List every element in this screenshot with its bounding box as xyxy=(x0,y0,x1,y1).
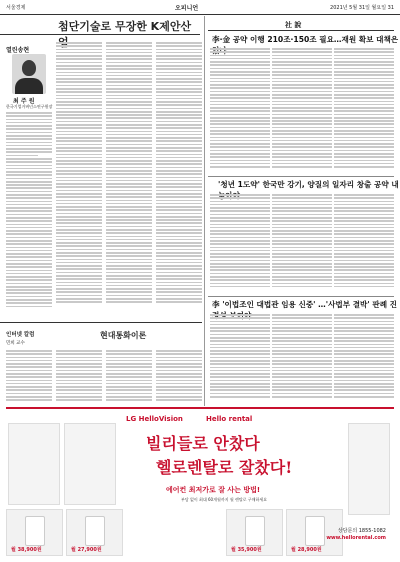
column-text xyxy=(56,42,102,317)
product-card xyxy=(226,509,283,556)
aircon-stand-image xyxy=(348,423,390,515)
section2-author: 민희 교수 xyxy=(6,341,25,346)
aircon-stand-image xyxy=(64,423,116,505)
ad-subhead: 에어컨 최저가로 잘 사는 방법! xyxy=(166,486,261,494)
contact-url: www.hellorental.com xyxy=(326,535,386,541)
author-name: 최 주 원 xyxy=(13,98,35,105)
section2-text xyxy=(106,350,152,404)
advertisement xyxy=(6,407,394,559)
product-card xyxy=(6,509,63,556)
section2-text xyxy=(56,350,102,404)
column-text xyxy=(106,42,152,317)
product-card xyxy=(286,509,343,556)
issue-date: 2021년 5월 31일 월요일 31 xyxy=(330,5,394,11)
section2-text xyxy=(156,350,202,404)
ad-subtext: 부담 없이 최대 60개월까지 월 렌탈로 구매하세요 xyxy=(181,497,268,502)
aircon-icon xyxy=(245,516,265,546)
aircon-icon xyxy=(85,516,105,546)
product-price: 월 38,900원 xyxy=(11,547,42,553)
section-name: 오피니언 xyxy=(175,5,199,12)
section-label: 열린송현 xyxy=(6,47,30,54)
editorial-title-2: '청년 1도약' 한국만 강기, 양질의 일자리 창출 공약 내 xyxy=(218,180,399,189)
brand-left: LG HelloVision xyxy=(126,415,183,423)
section2-label: 인터넷 칼럼 xyxy=(6,332,35,338)
section2-title: 현대통화이론 xyxy=(100,331,147,340)
editorial-text xyxy=(210,314,270,404)
divider xyxy=(208,30,394,31)
product-images-left xyxy=(8,423,118,509)
divider xyxy=(0,322,202,323)
editorial-text xyxy=(272,194,332,294)
brand-right: Hello rental xyxy=(206,415,253,423)
divider xyxy=(208,176,394,177)
contact-label: 상담문의 1855-1082 xyxy=(337,528,386,534)
column-divider xyxy=(204,16,205,406)
aircon-icon xyxy=(25,516,45,546)
ad-slogan-line2: 헬로렌탈로 잘찼다! xyxy=(156,458,293,477)
editorial-title-1: 李·金 공약 이행 210조·150조 필요…재원 확보 대책은 xyxy=(212,35,399,44)
page-header xyxy=(0,0,400,15)
column-text xyxy=(156,42,202,317)
column-text xyxy=(6,112,52,317)
product-price: 월 28,900원 xyxy=(291,547,322,553)
product-price: 월 35,900원 xyxy=(231,547,262,553)
aircon-stand-image xyxy=(8,423,60,505)
author-photo xyxy=(12,54,46,94)
divider xyxy=(208,296,394,297)
editorial-title-3: 李 '이법조인 대법관 임용 신중' …'사법부 결박' 판례 진 xyxy=(212,300,398,309)
column-headline: 첨단기술로 무장한 K제안산업 xyxy=(58,20,192,49)
product-card xyxy=(66,509,123,556)
editorial-text xyxy=(334,194,394,294)
editorial-text xyxy=(272,48,332,173)
publication-name: 서울경제 xyxy=(6,5,26,11)
product-price: 월 27,900원 xyxy=(71,547,102,553)
section2-text xyxy=(6,350,52,404)
aircon-icon xyxy=(305,516,325,546)
divider xyxy=(0,34,200,35)
ad-slogan-line1: 빌리들로 안찼다 xyxy=(146,434,260,453)
editorial-label: 社 說 xyxy=(285,21,302,29)
editorial-text xyxy=(272,314,332,404)
author-role: 한국기업거버넌스연구원장 xyxy=(6,104,53,109)
editorial-text xyxy=(210,194,270,294)
editorial-text xyxy=(334,48,394,173)
editorial-text xyxy=(334,314,394,404)
editorial-text xyxy=(210,48,270,173)
